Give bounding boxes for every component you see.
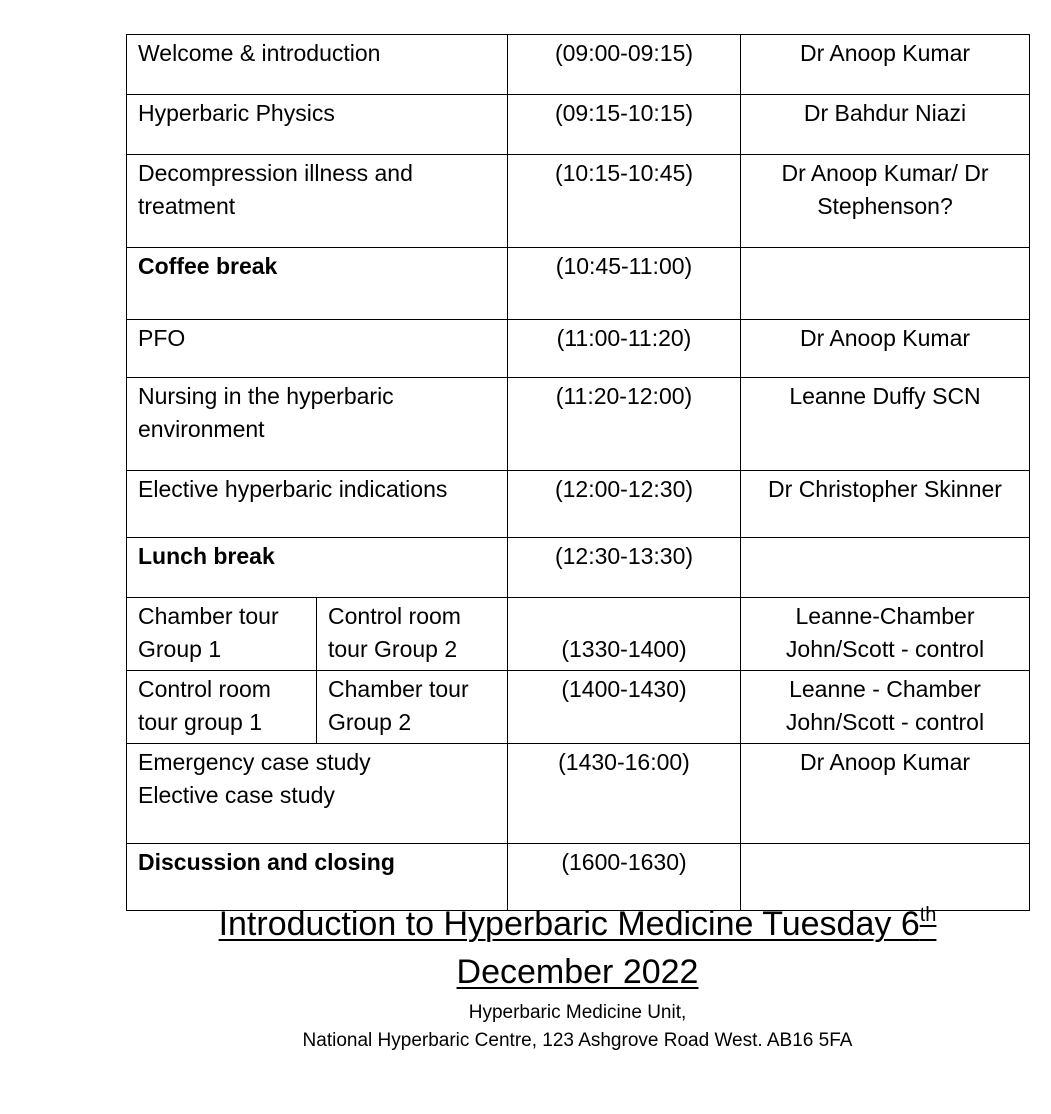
session-line: Decompression illness and (138, 160, 413, 186)
time-cell: (1600-1630) (508, 844, 741, 911)
session-cell: Welcome & introduction (127, 35, 508, 95)
presenter-line: Leanne-Chamber (795, 603, 975, 629)
group-line: Chamber tour (328, 676, 469, 702)
presenter-cell: Dr Anoop Kumar (741, 320, 1030, 378)
session-cell: Hyperbaric Physics (127, 95, 508, 155)
presenter-cell: Dr Bahdur Niazi (741, 95, 1030, 155)
session-line: treatment (138, 193, 236, 219)
title-superscript: th (919, 903, 937, 926)
time-cell: (1330-1400) (508, 598, 741, 671)
address-line: Hyperbaric Medicine Unit, (468, 1002, 687, 1023)
group-b-cell (317, 598, 508, 671)
time-cell: (1400-1430) (508, 671, 741, 744)
table-row (127, 744, 1030, 844)
group-line: Group 2 (328, 709, 412, 735)
presenter-cell: Dr Anoop Kumar (741, 35, 1030, 95)
group-line: Chamber tour (138, 603, 279, 629)
page-title (126, 900, 1029, 996)
address (126, 999, 1029, 1055)
title-main: Introduction to Hyperbaric Medicine Tuesday 6 (218, 905, 920, 943)
group-a-cell (127, 671, 317, 744)
session-line: Emergency case study (138, 749, 371, 775)
presenter-cell: Leanne Duffy SCN (741, 378, 1030, 471)
group-line: tour group 1 (138, 709, 263, 735)
table-row (127, 378, 1030, 471)
group-a-cell (127, 598, 317, 671)
presenter-line: Dr Anoop Kumar/ Dr (781, 160, 989, 186)
presenter-cell (741, 155, 1030, 248)
time-cell: (09:00-09:15) (508, 35, 741, 95)
table-row (127, 35, 1030, 95)
presenter-cell (741, 538, 1030, 598)
time-cell: (10:15-10:45) (508, 155, 741, 248)
time-cell: (12:30-13:30) (508, 538, 741, 598)
schedule-table (126, 34, 1030, 911)
group-line: Group 1 (138, 636, 222, 662)
table-row (127, 471, 1030, 538)
group-line: tour Group 2 (328, 636, 458, 662)
footer (126, 900, 1029, 1055)
time-cell: (11:00-11:20) (508, 320, 741, 378)
group-line: Control room (328, 603, 461, 629)
group-line: Control room (138, 676, 271, 702)
table-row (127, 320, 1030, 378)
presenter-cell (741, 671, 1030, 744)
presenter-line: John/Scott - control (785, 636, 985, 662)
time-cell: (11:20-12:00) (508, 378, 741, 471)
session-line: Nursing in the hyperbaric (138, 383, 394, 409)
session-cell: PFO (127, 320, 508, 378)
presenter-cell: Dr Christopher Skinner (741, 471, 1030, 538)
group-b-cell (317, 671, 508, 744)
table-row (127, 248, 1030, 320)
session-cell: Coffee break (127, 248, 508, 320)
presenter-line: John/Scott - control (785, 709, 985, 735)
table-row (127, 538, 1030, 598)
session-line: environment (138, 416, 265, 442)
session-cell (127, 744, 508, 844)
table-row (127, 95, 1030, 155)
session-cell (127, 155, 508, 248)
session-cell: Elective hyperbaric indications (127, 471, 508, 538)
time-cell: (1430-16:00) (508, 744, 741, 844)
session-cell (127, 378, 508, 471)
table-row (127, 671, 1030, 744)
time-cell: (12:00-12:30) (508, 471, 741, 538)
table-row (127, 598, 1030, 671)
presenter-line: Stephenson? (817, 193, 953, 219)
presenter-cell (741, 248, 1030, 320)
session-cell: Lunch break (127, 538, 508, 598)
presenter-cell: Dr Anoop Kumar (741, 744, 1030, 844)
presenter-line: Leanne - Chamber (789, 676, 981, 702)
table-row (127, 155, 1030, 248)
presenter-cell (741, 598, 1030, 671)
time-cell: (10:45-11:00) (508, 248, 741, 320)
time-cell: (09:15-10:15) (508, 95, 741, 155)
session-cell: Discussion and closing (127, 844, 508, 911)
session-line: Elective case study (138, 782, 335, 808)
address-line: National Hyperbaric Centre, 123 Ashgrove Road West. AB16 5FA (302, 1030, 853, 1051)
title-line2: December 2022 (456, 953, 699, 991)
